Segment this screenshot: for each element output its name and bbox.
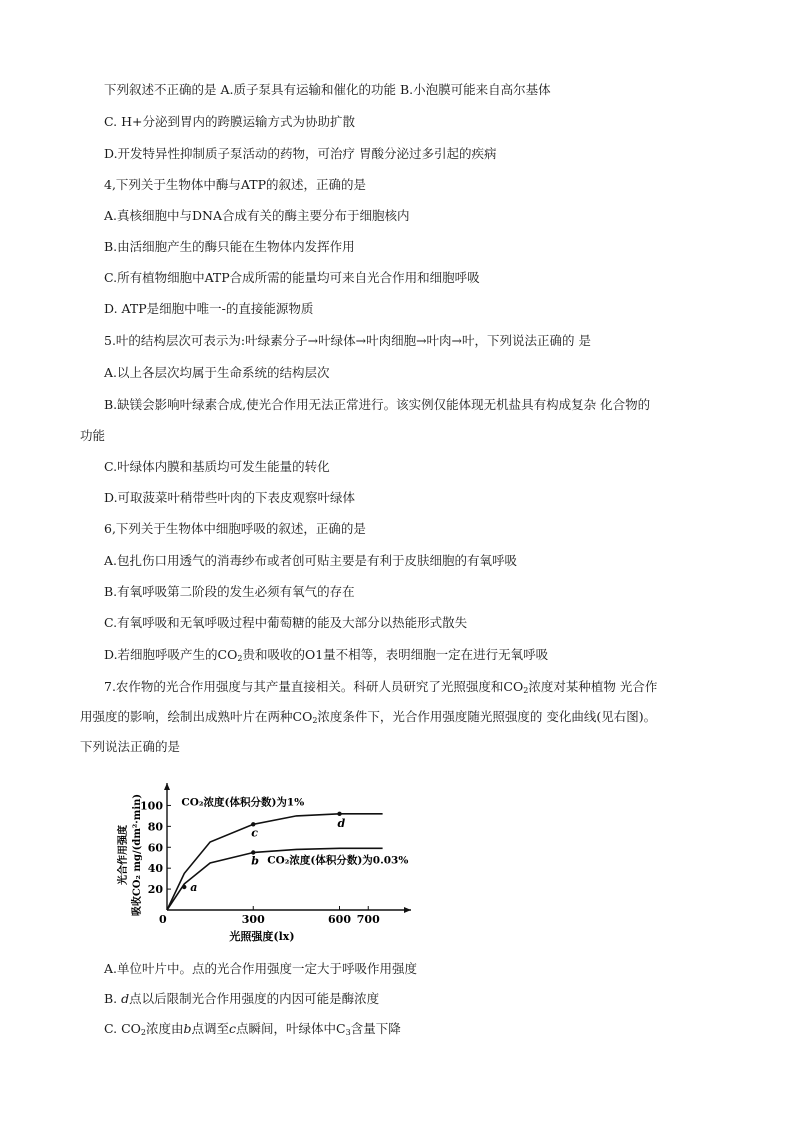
series-label: CO₂浓度(体积分数)为0.03%	[267, 854, 409, 867]
option-b: B.缺镁会影响叶绿素合成,使光合作用无法正常进行。该实例仅能体现无机盐具有构成复杂 化合物的	[104, 397, 651, 412]
x-axis-label: 光照强度(lx)	[229, 930, 295, 943]
option-d: D. ATP是细胞中唯一-的直接能源物质	[104, 301, 314, 316]
x-tick-label: 600	[328, 913, 351, 926]
option-d: D.开发特异性抑制质子泵活动的药物，可治疗 胃酸分泌过多引起的疾病	[104, 146, 497, 161]
x-tick-label: 300	[241, 913, 265, 926]
y-axis-unit-label: 吸收CO₂ mg/(dm²·min)	[132, 793, 143, 917]
option-c: C.有氧呼吸和无氧呼吸过程中葡萄糖的能及大部分以热能形式散失	[104, 615, 468, 630]
photosynthesis-chart	[112, 780, 452, 950]
y-tick-label: 100	[140, 799, 163, 813]
question-5-stem: 5.叶的结构层次可表示为:叶绿素分子→叶绿体→叶肉细胞→叶肉→叶，下列说法正确的 是	[104, 333, 592, 348]
option-c: C. $CO_2$浓度由b点调至c点瞬间，叶绿体中$C_3$含量下降	[104, 1021, 401, 1037]
x-axis-arrow	[404, 907, 411, 913]
point-label-b: b	[251, 854, 259, 868]
option-a: A.真核细胞中与DNA合成有关的酶主要分布于细胞核内	[104, 208, 410, 223]
option-d: D.可取菠菜叶稍带些叶肉的下表皮观察叶绿体	[104, 490, 356, 505]
point-label-d: d	[337, 816, 346, 830]
option-b: B.由活细胞产生的酶只能在生物体内发挥作用	[104, 239, 355, 254]
point-a	[182, 885, 186, 889]
y-tick-label: 80	[147, 820, 163, 834]
point-label-a: a	[190, 881, 198, 894]
question-7-stem-cont: 用强度的影响，绘制出成熟叶片在两种$CO_2$浓度条件下，光合作用强度随光照强度的 变化曲线(见右图)。	[80, 709, 657, 725]
option-d: D.若细胞呼吸产生的$CO_2$贵和吸收的O1量不相等，表明细胞一定在进行无氧呼吸	[104, 647, 549, 663]
origin-label: 0	[159, 913, 167, 926]
x-tick-label: 700	[356, 913, 380, 926]
question-3-stem-line: 下列叙述不正确的是 A.质子泵具有运输和催化的功能 B.小泡膜可能来自高尔基体	[104, 82, 551, 97]
option-a: A.以上各层次均属于生命系统的结构层次	[104, 365, 330, 380]
point-d	[337, 812, 341, 816]
option-a: A.单位叶片中。点的光合作用强度一定大于呼吸作用强度	[104, 961, 418, 976]
point-label-c: c	[251, 826, 258, 840]
y-tick-label: 60	[147, 841, 163, 855]
y-tick-label: 20	[147, 883, 163, 897]
option-b-continuation: 功能	[80, 428, 106, 443]
y-axis-arrow	[164, 783, 170, 790]
option-c: C.所有植物细胞中ATP合成所需的能量均可来自光合作用和细胞呼吸	[104, 270, 480, 285]
question-4-stem: 4,下列关于生物体中酶与ATP的叙述，正确的是	[104, 177, 367, 192]
y-tick-label: 40	[147, 862, 163, 876]
y-axis-label: 光合作用强度	[118, 825, 129, 885]
question-7-stem: 7.农作物的光合作用强度与其产量直接相关。科研人员研究了光照强度和$CO_2$浓度对某种植物 光合作	[104, 679, 658, 695]
option-b: B. d点以后限制光合作用强度的内因可能是酶浓度	[104, 991, 380, 1006]
question-6-stem: 6,下列关于生物体中细胞呼吸的叙述，正确的是	[104, 521, 366, 536]
option-c: C. H+分泌到胃内的跨膜运输方式为协助扩散	[104, 114, 355, 129]
option-c: C.叶绿体内膜和基质均可发生能量的转化	[104, 459, 330, 474]
question-7-stem-end: 下列说法正确的是	[80, 739, 181, 754]
series-label: CO₂浓度(体积分数)为1%	[181, 796, 305, 809]
option-b: B.有氧呼吸第二阶段的发生必须有氧气的存在	[104, 584, 355, 599]
option-a: A.包扎伤口用透气的消毒纱布或者创可贴主要是有利于皮肤细胞的有氧呼吸	[104, 553, 518, 568]
